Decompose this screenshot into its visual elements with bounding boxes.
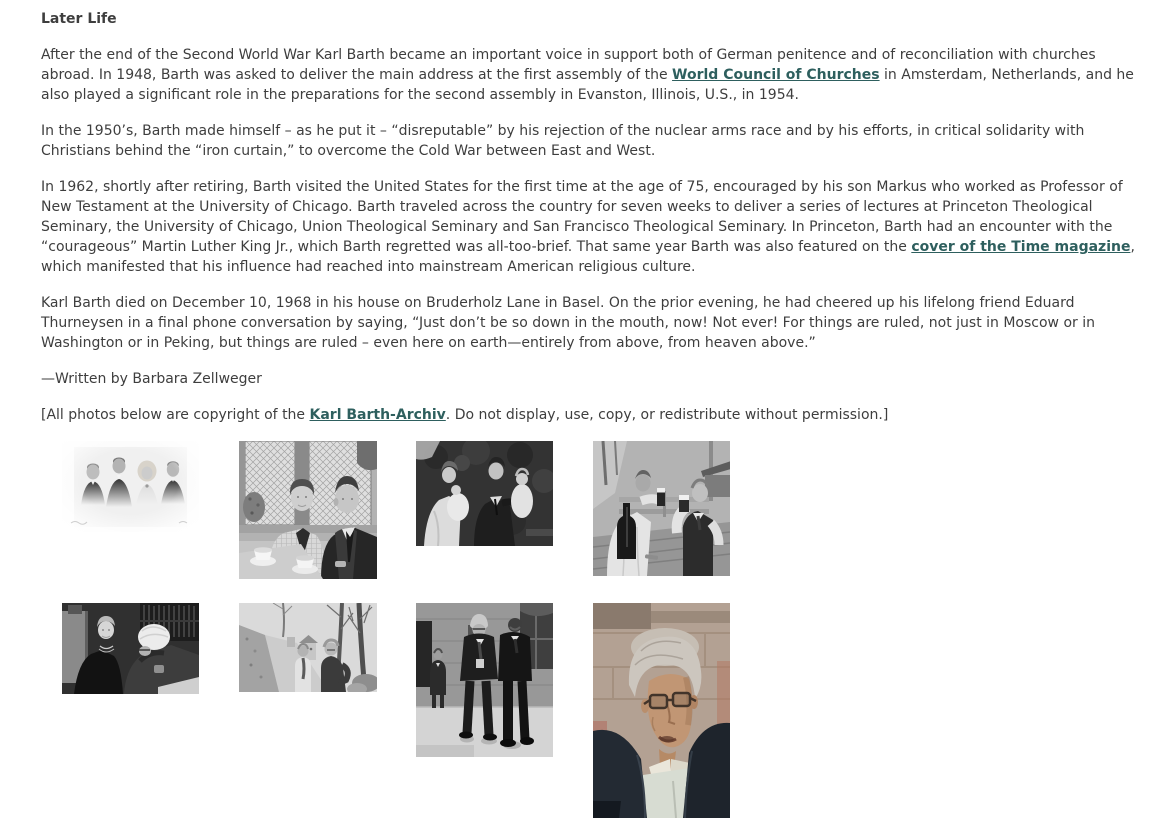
photo-image bbox=[239, 603, 377, 692]
paragraph-1962-us-trip bbox=[41, 177, 1135, 277]
photo-image bbox=[593, 441, 730, 576]
photo-family-in-garden bbox=[416, 441, 553, 546]
text-segment: In the 1950’s, Barth made himself – as he put it – “disreputable” by his rejection of the nuclear arms race and by his efforts, in critical solidarity with Christians behind the “iron curtain,” to overcome the Cold War between East and West. bbox=[41, 123, 1085, 159]
photo-image bbox=[239, 441, 377, 579]
text-segment: . Do not display, use, copy, or redistribute without permission.] bbox=[445, 407, 889, 423]
text-segment: In 1962, shortly after retiring, Barth visited the United States for the first time at the age of 75, encouraged by his son Markus who worked as Professor of New Testament at the University of Chicago. Barth traveled across the country for seven weeks to deliver a series of lectures at Princeton Theological Seminary, the University of Chicago, Union Theological Seminary and San Francisco Theological Seminary. In Princeton, Barth had an encounter with the “courageous” Martin Luther King Jr., which Barth regretted was all-too-brief. That same year Barth was also featured on the bbox=[41, 179, 1123, 255]
paragraph-postwar bbox=[41, 45, 1135, 105]
photo-image bbox=[416, 603, 553, 757]
photo-gallery bbox=[62, 441, 1135, 818]
section-heading: Later Life bbox=[41, 11, 117, 27]
text-segment: Karl Barth died on December 10, 1968 in his house on Bruderholz Lane in Basel. On the prior evening, he had cheered up his lifelong friend Eduard Thurneysen in a final phone conversation by saying, “Just don’t be so down in the mouth, now! Not ever! For things are ruled, not just in Moscow or in Washington or in Peking, but things are ruled – even here on earth—entirely from above, from heaven above.” bbox=[41, 295, 1095, 351]
photo-image bbox=[593, 603, 730, 818]
photo-barth-children-studio-portrait bbox=[62, 441, 199, 532]
text-segment: in Amsterdam, Netherlands, and he also played a significant role in the preparations for the second assembly in Evanston, Illinois, U.S., in 1954. bbox=[41, 67, 1134, 103]
link-karl-barth-archiv[interactable]: Karl Barth-Archiv bbox=[309, 407, 446, 423]
byline bbox=[41, 369, 1135, 389]
photo-two-men-on-path bbox=[239, 603, 377, 692]
photo-two-men-toasting-outdoors bbox=[593, 441, 730, 576]
copyright-note bbox=[41, 405, 1135, 425]
link-time-magazine-cover[interactable]: cover of the Time magazine bbox=[911, 239, 1131, 255]
text-segment: [All photos below are copyright of the bbox=[41, 407, 310, 423]
photo-barth-reading-with-woman bbox=[62, 603, 199, 694]
photo-image bbox=[416, 441, 553, 546]
text-segment: , which manifested that his influence had reached into mainstream American religious culture. bbox=[41, 239, 1135, 275]
photo-elderly-barth-color-portrait bbox=[593, 603, 730, 818]
text-segment: After the end of the Second World War Karl Barth became an important voice in support both of German penitence and of reconciliation with churches abroad. In 1948, Barth was asked to deliver the main address at the first assembly of the bbox=[41, 47, 1096, 83]
photo-barth-walking-with-mlk bbox=[416, 603, 553, 757]
paragraph-1950s bbox=[41, 121, 1135, 161]
link-world-council-of-churches[interactable]: World Council of Churches bbox=[672, 67, 880, 83]
text-segment: —Written by Barbara Zellweger bbox=[41, 371, 262, 387]
photo-image bbox=[62, 441, 199, 532]
paragraph-death bbox=[41, 293, 1135, 353]
photo-couple-at-table-with-teacups bbox=[239, 441, 377, 579]
photo-image bbox=[62, 603, 199, 694]
